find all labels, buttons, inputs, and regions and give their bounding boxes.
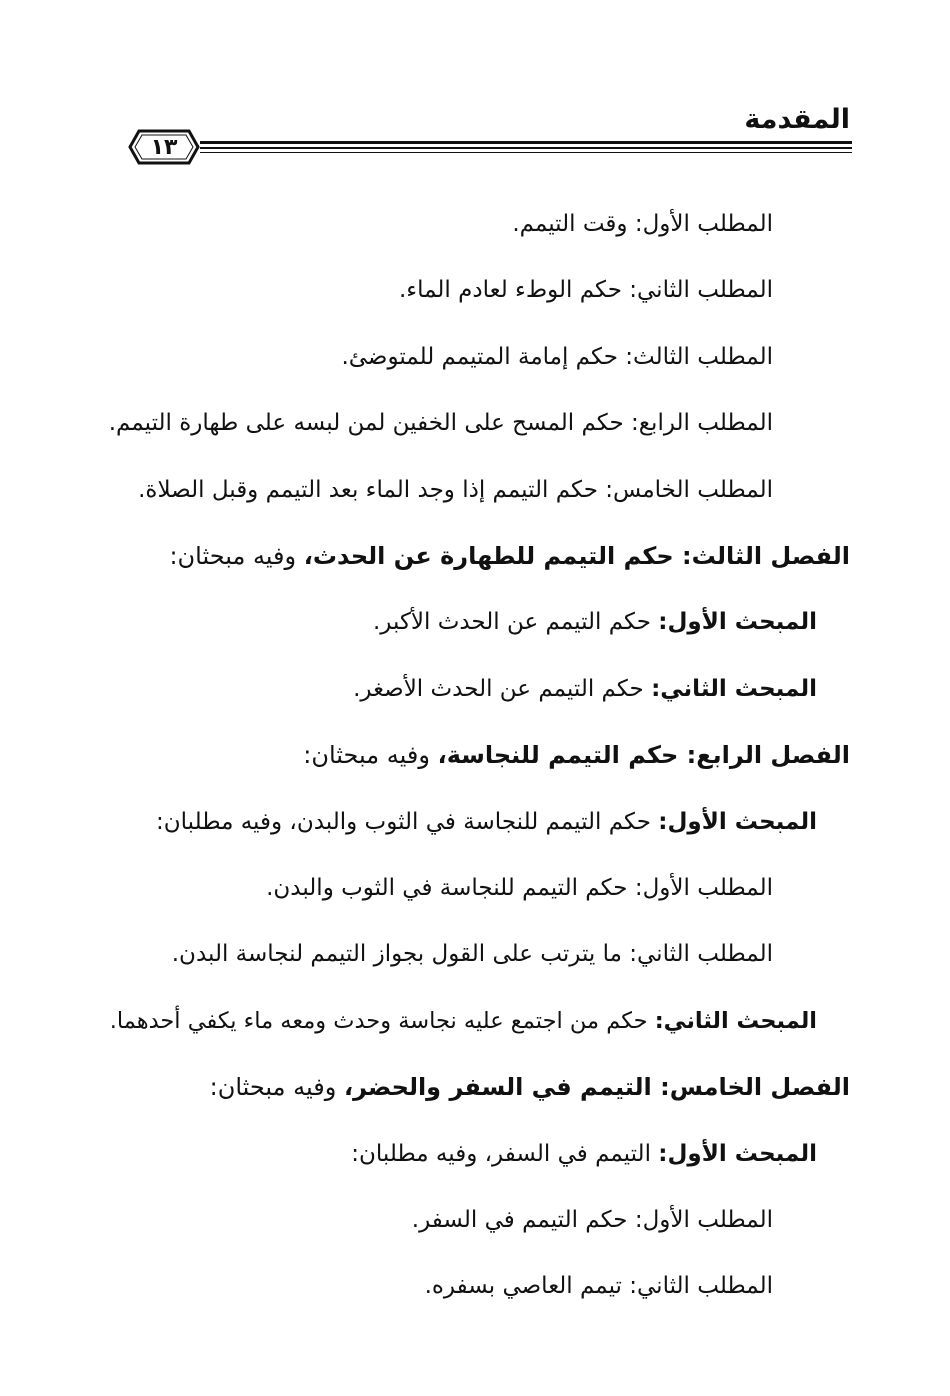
entry-tail: وفيه مبحثان: xyxy=(303,741,438,769)
entry-label: المبحث الأول: xyxy=(658,809,817,835)
entry-label: المطلب الرابع: xyxy=(631,410,773,436)
entry-label: المطلب الثاني: xyxy=(629,1273,773,1299)
entry-title: حكم من اجتمع عليه نجاسة وحدث ومعه ماء يكفي أحدهما. xyxy=(109,1008,655,1034)
entry-label: المطلب الثاني: xyxy=(629,277,773,303)
page-number: ١٣ xyxy=(150,134,178,160)
entry-tail: وفيه مبحثان: xyxy=(169,542,304,570)
toc-entry-subsection xyxy=(138,473,773,507)
entry-title: حكم التيمم في السفر. xyxy=(411,1207,635,1233)
entry-title: التيمم في السفر والحضر، xyxy=(343,1073,661,1101)
entry-label: المطلب الأول: xyxy=(634,875,773,901)
entry-label: المبحث الأول: xyxy=(658,609,817,635)
entry-title: حكم التيمم عن الحدث الأصغر. xyxy=(353,676,652,702)
entry-label: المطلب الأول: xyxy=(634,211,773,237)
entry-title: ما يترتب على القول بجواز التيمم لنجاسة البدن. xyxy=(171,941,630,967)
entry-label: الفصل الثالث: xyxy=(682,542,850,570)
entry-label: الفصل الرابع: xyxy=(686,741,850,769)
entry-label: المبحث الثاني: xyxy=(651,676,817,702)
entry-label: المطلب الثاني: xyxy=(629,941,773,967)
entry-title: حكم المسح على الخفين لمن لبسه على طهارة التيمم. xyxy=(108,410,632,436)
toc-entry-section xyxy=(373,605,817,639)
entry-title: حكم الوطء لعادم الماء. xyxy=(398,277,630,303)
toc-entry-chapter xyxy=(303,738,850,772)
entry-label: المطلب الأول: xyxy=(634,1207,773,1233)
entry-label: المطلب الخامس: xyxy=(605,477,773,503)
toc-entry-subsection xyxy=(109,406,773,440)
toc-entry-subsection xyxy=(425,1269,773,1303)
running-title: المقدمة xyxy=(744,104,850,135)
entry-title: التيمم في السفر، وفيه مطلبان: xyxy=(351,1141,659,1167)
entry-tail: وفيه مبحثان: xyxy=(209,1073,344,1101)
entry-title: وقت التيمم. xyxy=(512,211,635,237)
entry-title: حكم التيمم عن الحدث الأكبر. xyxy=(373,609,659,635)
toc-entry-section xyxy=(156,805,817,839)
toc-entry-subsection xyxy=(172,937,773,971)
entry-title: حكم التيمم للنجاسة، xyxy=(437,741,687,769)
toc-entry-section xyxy=(351,1137,817,1171)
entry-title: حكم التيمم للنجاسة في الثوب والبدن، وفيه مطلبان: xyxy=(156,809,659,835)
toc-entry-subsection xyxy=(341,340,773,374)
toc-entry-chapter xyxy=(210,1070,850,1104)
entry-label: المطلب الثالث: xyxy=(625,344,773,370)
entry-title: حكم إمامة المتيمم للمتوضئ. xyxy=(341,344,626,370)
entry-title: تيمم العاصي بسفره. xyxy=(424,1273,630,1299)
toc-entry-chapter xyxy=(169,539,850,573)
toc-entry-subsection xyxy=(512,207,773,241)
toc-entry-subsection xyxy=(412,1203,773,1237)
toc-entry-subsection xyxy=(266,871,773,905)
toc-entry-subsection xyxy=(399,273,773,307)
entry-title: حكم التيمم للطهارة عن الحدث، xyxy=(303,542,682,570)
entry-label: الفصل الخامس: xyxy=(660,1073,850,1101)
entry-title: حكم التيمم إذا وجد الماء بعد التيمم وقبل الصلاة. xyxy=(138,477,606,503)
toc-entry-section xyxy=(110,1004,817,1038)
entry-label: المبحث الثاني: xyxy=(654,1008,817,1034)
entry-title: حكم التيمم للنجاسة في الثوب والبدن. xyxy=(266,875,635,901)
entry-label: المبحث الأول: xyxy=(658,1141,817,1167)
toc-entry-section xyxy=(353,672,817,706)
